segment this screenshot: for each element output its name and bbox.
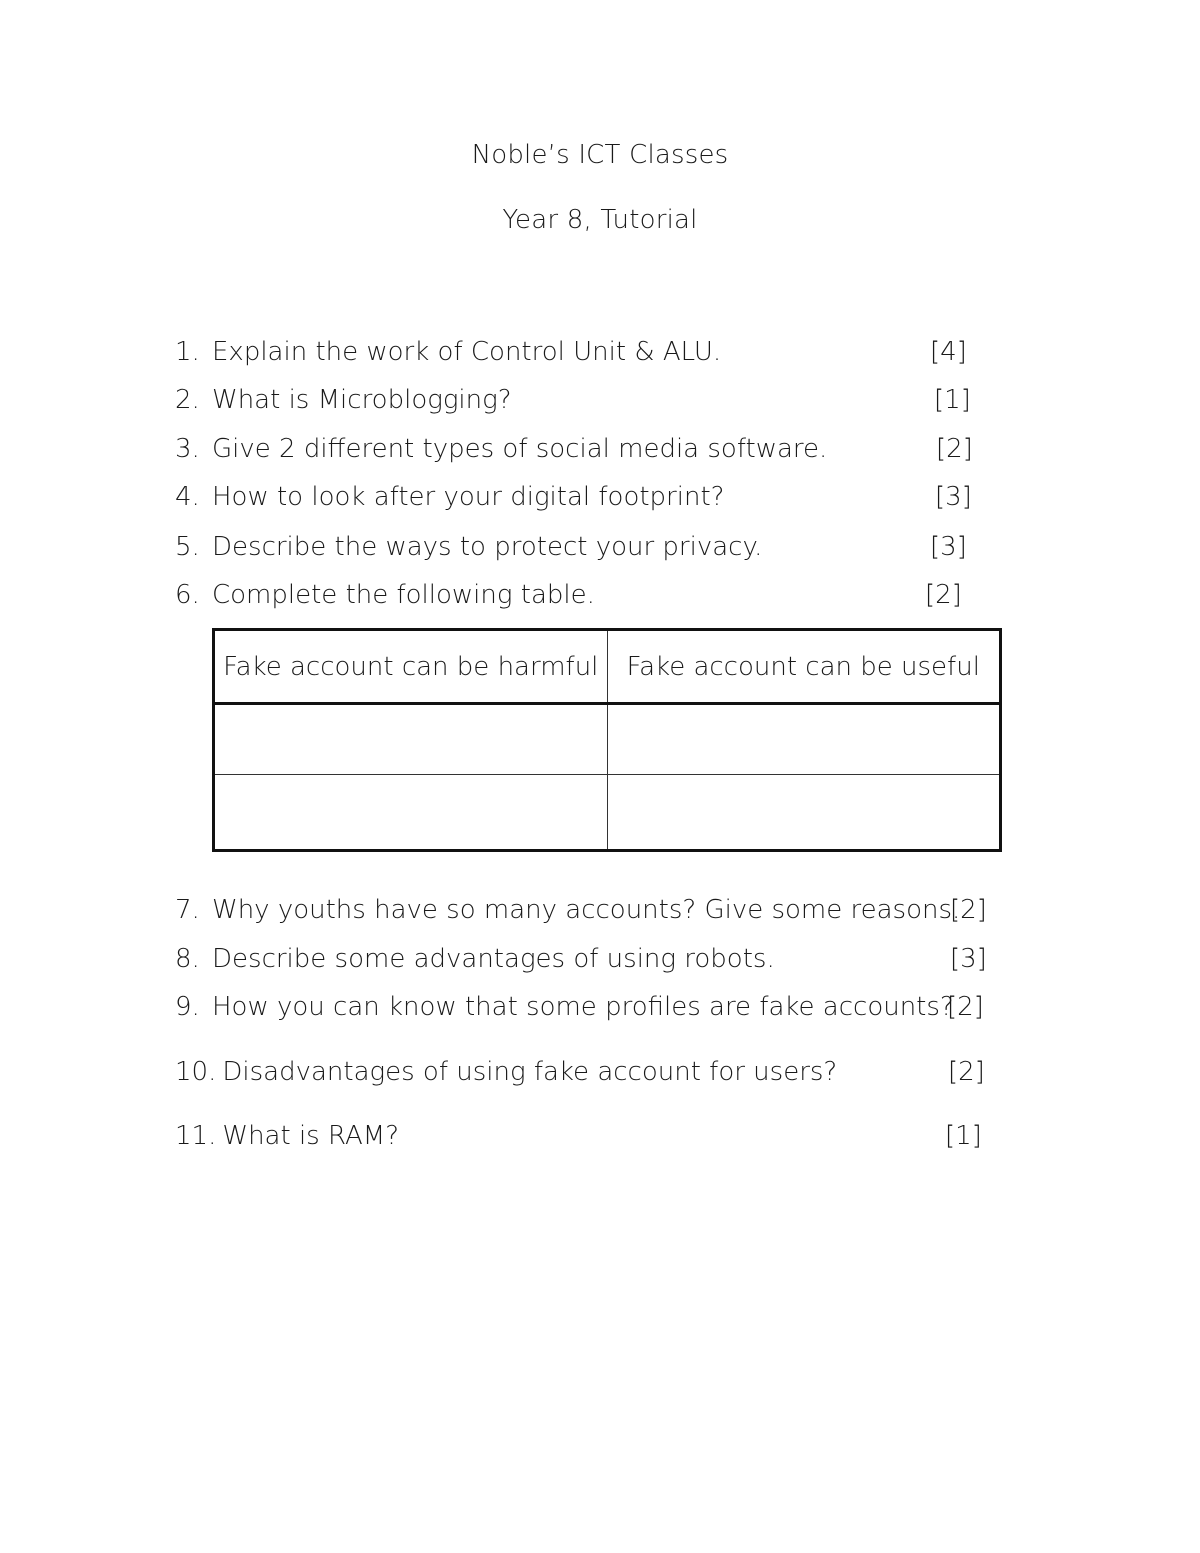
table-header-useful: Fake account can be useful — [607, 630, 1001, 704]
question-9-mark: [2] — [947, 992, 984, 1022]
question-number: 7. — [175, 895, 200, 925]
table-cell[interactable] — [607, 775, 1001, 851]
table-row — [214, 775, 1001, 851]
document-title: Noble’s ICT Classes — [471, 140, 729, 170]
question-11-mark: [1] — [945, 1121, 982, 1151]
question-number: 6. — [175, 580, 200, 610]
question-2 — [175, 383, 512, 417]
question-number: 3. — [175, 434, 200, 464]
question-4-mark: [3] — [935, 482, 972, 512]
question-number: 5. — [175, 532, 200, 562]
question-text: Describe some advantages of using robots. — [212, 944, 775, 974]
question-3-mark: [2] — [936, 434, 973, 464]
table-header-harmful: Fake account can be harmful — [214, 630, 608, 704]
question-text: How to look after your digital footprint? — [212, 482, 725, 512]
question-number: 10. — [175, 1057, 217, 1087]
question-1-mark: [4] — [930, 337, 967, 367]
question-11 — [175, 1119, 399, 1153]
question-text: What is RAM? — [222, 1121, 400, 1151]
table-cell[interactable] — [607, 704, 1001, 775]
question-5-mark: [3] — [930, 532, 967, 562]
table-row — [214, 704, 1001, 775]
table-cell[interactable] — [214, 775, 608, 851]
question-10 — [175, 1055, 837, 1089]
document-subtitle: Year 8, Tutorial — [502, 205, 698, 235]
question-text: Describe the ways to protect your privacy. — [212, 532, 763, 562]
question-6 — [175, 578, 595, 612]
question-3 — [175, 432, 827, 466]
question-number: 8. — [175, 944, 200, 974]
question-number: 4. — [175, 482, 200, 512]
table-header-row — [214, 630, 1001, 704]
question-5 — [175, 530, 762, 564]
question-text: Give 2 different types of social media software. — [212, 434, 828, 464]
question-number: 9. — [175, 992, 200, 1022]
question-6-mark: [2] — [925, 580, 962, 610]
question-text: Explain the work of Control Unit & ALU. — [212, 337, 722, 367]
question-number: 2. — [175, 385, 200, 415]
question-7-mark: [2] — [950, 895, 987, 925]
question-4 — [175, 480, 724, 514]
table-cell[interactable] — [214, 704, 608, 775]
question-text: What is Microblogging? — [212, 385, 512, 415]
question-1 — [175, 335, 721, 369]
question-10-mark: [2] — [948, 1057, 985, 1087]
question-text: Why youths have so many accounts? Give some reasons. — [212, 895, 961, 925]
question-text: How you can know that some profiles are fake accounts? — [212, 992, 954, 1022]
question-number: 11. — [175, 1121, 217, 1151]
question-9 — [175, 990, 954, 1024]
question-text: Complete the following table. — [212, 580, 595, 610]
question-text: Disadvantages of using fake account for users? — [222, 1057, 838, 1087]
fake-account-table — [212, 628, 1002, 852]
question-7 — [175, 893, 960, 927]
question-8 — [175, 942, 775, 976]
question-2-mark: [1] — [934, 385, 971, 415]
question-number: 1. — [175, 337, 200, 367]
question-8-mark: [3] — [950, 944, 987, 974]
